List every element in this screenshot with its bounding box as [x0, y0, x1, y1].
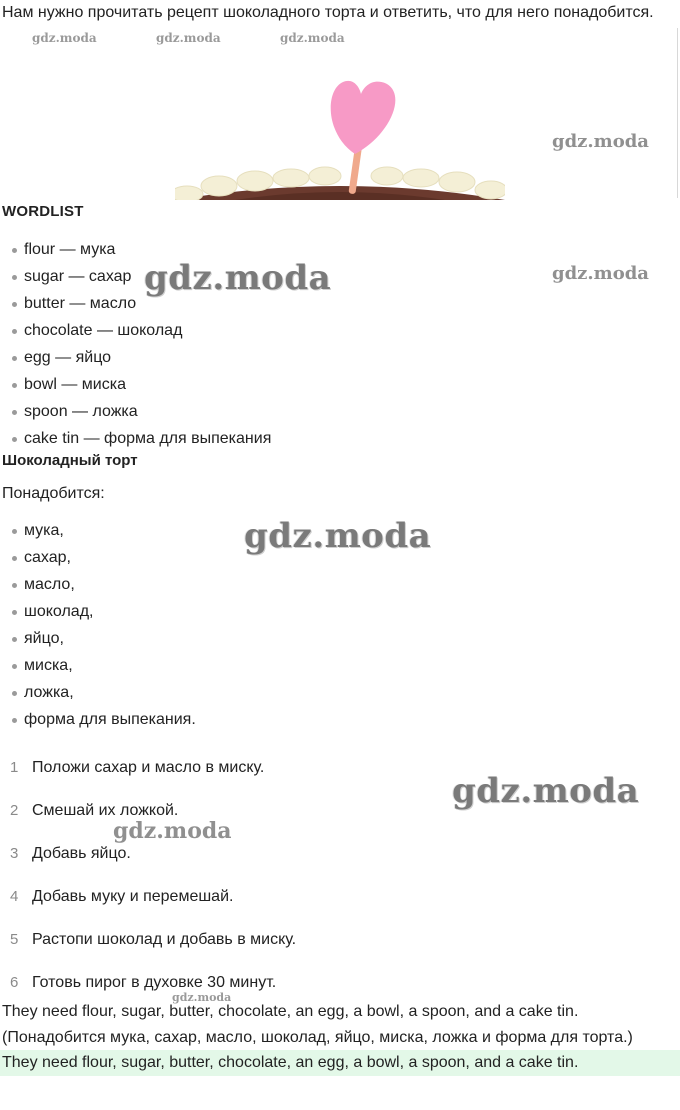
watermark: gdz.moda — [32, 31, 97, 45]
step-text: Добавь яйцо. — [32, 845, 131, 862]
list-item-text: egg — яйцо — [24, 349, 112, 366]
wordlist — [10, 236, 271, 452]
list-item — [10, 517, 196, 544]
list-item — [10, 290, 271, 317]
answer-english: They need flour, sugar, butter, chocolate, an egg, a bowl, a spoon, and a cake tin. — [2, 1003, 579, 1020]
list-item-text: butter — масло — [24, 295, 137, 312]
bullet-icon — [12, 248, 17, 253]
list-item-text: chocolate — шоколад — [24, 322, 183, 339]
list-item-text: cake tin — форма для выпекания — [24, 430, 272, 447]
step-item — [10, 800, 296, 843]
list-item — [10, 371, 271, 398]
step-text: Положи сахар и масло в миску. — [32, 759, 265, 776]
answer-highlighted: They need flour, sugar, butter, chocolate, an egg, a bowl, a spoon, and a cake tin. — [0, 1050, 680, 1076]
list-item-text: ложка, — [24, 684, 74, 701]
list-item-text: spoon — ложка — [24, 403, 138, 420]
step-item — [10, 929, 296, 972]
bullet-icon — [12, 356, 17, 361]
recipe-title: Шоколадный торт — [2, 452, 138, 469]
list-item-text: шоколад, — [24, 603, 94, 620]
watermark: gdz.moda — [552, 263, 649, 284]
bullet-icon — [12, 718, 17, 723]
bullet-icon — [12, 664, 17, 669]
watermark: gdz.moda — [144, 258, 332, 298]
bullet-icon — [12, 437, 17, 442]
cake-top-icon — [175, 167, 505, 200]
list-item-text: мука, — [24, 522, 64, 539]
watermark: gdz.moda — [113, 818, 232, 844]
bullet-icon — [12, 383, 17, 388]
step-number: 4 — [10, 888, 19, 905]
list-item — [10, 598, 196, 625]
step-item — [10, 757, 296, 800]
list-item-text: яйцо, — [24, 630, 64, 647]
list-item-text: сахар, — [24, 549, 71, 566]
bullet-icon — [12, 691, 17, 696]
list-item — [10, 679, 196, 706]
list-item-text: sugar — сахар — [24, 268, 132, 285]
bullet-icon — [12, 410, 17, 415]
step-number: 5 — [10, 931, 19, 948]
bullet-icon — [12, 529, 17, 534]
list-item — [10, 236, 271, 263]
bullet-icon — [12, 583, 17, 588]
list-item — [10, 571, 196, 598]
list-item-text: масло, — [24, 576, 75, 593]
answer-translation: (Понадобится мука, сахар, масло, шоколад, яйцо, миска, ложка и форма для торта.) — [2, 1029, 633, 1046]
list-item-text: bowl — миска — [24, 376, 126, 393]
watermark: gdz.moda — [280, 31, 345, 45]
list-item-text: миска, — [24, 657, 73, 674]
step-number: 6 — [10, 974, 19, 991]
bullet-icon — [12, 302, 17, 307]
bullet-icon — [12, 610, 17, 615]
step-number: 2 — [10, 802, 19, 819]
ingredients-list — [10, 517, 196, 733]
bullet-icon — [12, 556, 17, 561]
watermark: gdz.moda — [172, 991, 232, 1004]
step-text: Добавь муку и перемешай. — [32, 888, 234, 905]
list-item — [10, 652, 196, 679]
ingredients-label: Понадобится: — [2, 485, 105, 502]
watermark: gdz.moda — [156, 31, 221, 45]
step-item — [10, 886, 296, 929]
divider — [677, 28, 678, 198]
list-item — [10, 706, 196, 733]
intro-text: Нам нужно прочитать рецепт шоколадного торта и ответить, что для него понадобится. — [2, 4, 654, 21]
watermark: gdz.moda — [244, 516, 432, 556]
watermark: gdz.moda — [552, 131, 649, 152]
list-item — [10, 625, 196, 652]
bullet-icon — [12, 329, 17, 334]
list-item — [10, 344, 271, 371]
list-item-text: flour — мука — [24, 241, 116, 258]
list-item — [10, 544, 196, 571]
bullet-icon — [12, 637, 17, 642]
step-number: 3 — [10, 845, 19, 862]
list-item — [10, 263, 271, 290]
list-item — [10, 398, 271, 425]
step-text: Смешай их ложкой. — [32, 802, 179, 819]
recipe-steps — [10, 757, 296, 1015]
step-text: Готовь пирог в духовке 30 минут. — [32, 974, 277, 991]
step-item — [10, 843, 296, 886]
step-text: Растопи шоколад и добавь в миску. — [32, 931, 297, 948]
cake-illustration — [175, 72, 505, 200]
list-item-text: форма для выпекания. — [24, 711, 196, 728]
list-item — [10, 317, 271, 344]
wordlist-heading: WORDLIST — [2, 203, 84, 220]
list-item — [10, 425, 271, 452]
watermark: gdz.moda — [452, 771, 640, 811]
step-number: 1 — [10, 759, 19, 776]
bullet-icon — [12, 275, 17, 280]
